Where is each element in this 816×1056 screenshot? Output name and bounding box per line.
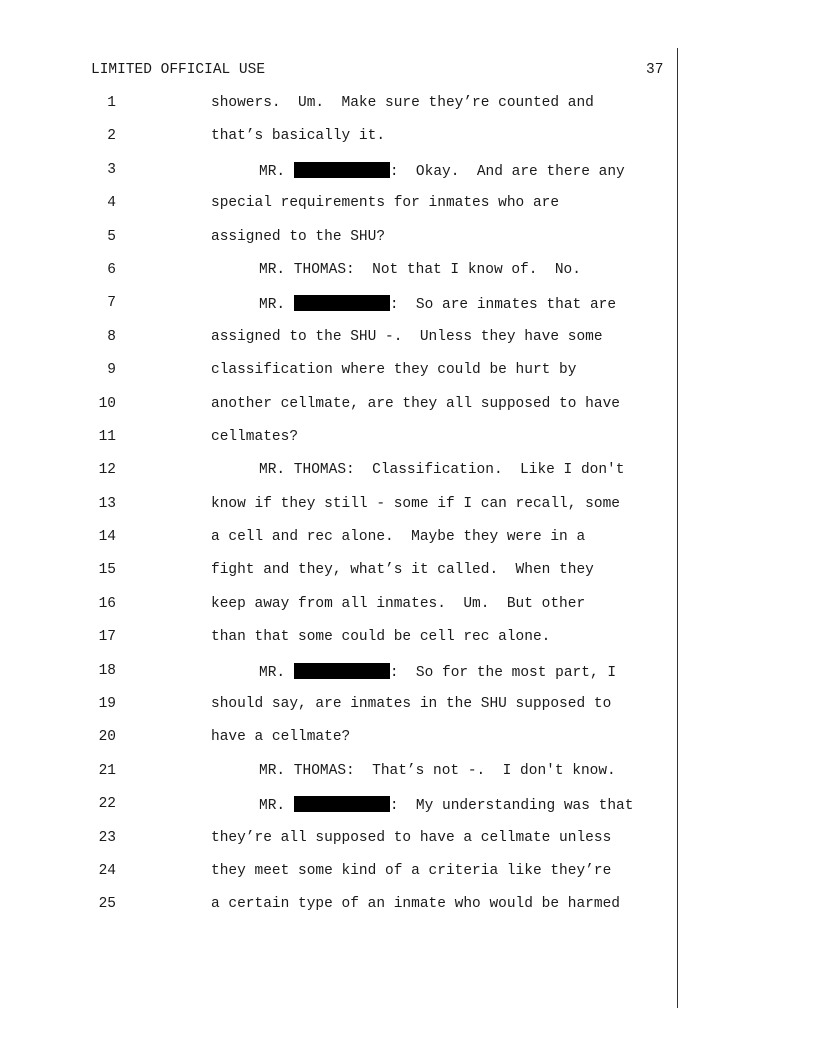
line-number: 16 <box>98 595 116 612</box>
line-segment: : So for the most part, I <box>389 664 617 681</box>
line-text <box>211 95 594 111</box>
transcript-line <box>0 396 676 429</box>
line-number: 8 <box>107 328 116 345</box>
line-text <box>211 462 624 478</box>
transcript-line <box>0 362 676 395</box>
line-text <box>211 429 298 445</box>
line-number: 2 <box>107 128 116 145</box>
line-number: 11 <box>98 428 116 445</box>
line-number: 10 <box>98 395 116 412</box>
line-text <box>211 663 616 681</box>
line-segment: another cellmate, are they all supposed to have <box>211 395 620 412</box>
transcript-line <box>0 796 676 829</box>
line-text <box>211 529 585 545</box>
line-text <box>211 562 594 578</box>
transcript-line <box>0 863 676 896</box>
line-text <box>211 295 616 313</box>
transcript-line <box>0 696 676 729</box>
redacted-name <box>294 295 390 311</box>
redacted-name <box>294 162 390 178</box>
transcript-line <box>0 429 676 462</box>
line-segment: : My understanding was that <box>389 798 634 815</box>
transcript-line <box>0 95 676 128</box>
line-segment: : Okay. And are there any <box>389 163 625 180</box>
line-segment: classification where they could be hurt by <box>211 362 577 379</box>
line-segment: MR. THOMAS: Not that I know of. No. <box>259 261 581 278</box>
line-text <box>211 763 616 779</box>
line-text <box>211 262 581 278</box>
line-text <box>211 830 611 846</box>
line-text <box>211 496 620 512</box>
transcript-line <box>0 128 676 161</box>
transcript-line <box>0 896 676 929</box>
line-segment: know if they still - some if I can recall, some <box>211 495 620 512</box>
line-number: 13 <box>98 495 116 512</box>
transcript-line <box>0 830 676 863</box>
line-segment: a certain type of an inmate who would be harmed <box>211 896 620 913</box>
line-text <box>211 629 550 645</box>
line-segment: a cell and rec alone. Maybe they were in a <box>211 529 586 546</box>
line-number: 25 <box>98 896 116 913</box>
line-number: 6 <box>107 261 116 278</box>
line-number: 24 <box>98 862 116 879</box>
right-margin-rule <box>677 48 678 1008</box>
line-text <box>211 162 625 180</box>
line-segment: they meet some kind of a criteria like they’re <box>211 862 612 879</box>
line-segment: that’s basically it. <box>211 128 386 145</box>
line-number: 12 <box>98 462 116 479</box>
transcript-line <box>0 329 676 362</box>
line-number: 22 <box>98 796 116 813</box>
transcript-line <box>0 763 676 796</box>
line-number: 5 <box>107 228 116 245</box>
line-segment: fight and they, what’s it called. When they <box>211 562 594 579</box>
line-segment: MR. <box>259 664 294 681</box>
line-segment: cellmates? <box>211 428 299 445</box>
line-text <box>211 396 620 412</box>
line-segment: : So are inmates that are <box>389 297 617 314</box>
line-segment: MR. THOMAS: Classification. Like I don't <box>259 462 625 479</box>
line-number: 20 <box>98 729 116 746</box>
classification-header: LIMITED OFFICIAL USE <box>91 62 266 78</box>
transcript-line <box>0 162 676 195</box>
transcript-line <box>0 729 676 762</box>
line-segment: assigned to the SHU? <box>211 228 386 245</box>
line-number: 14 <box>98 529 116 546</box>
line-segment: MR. <box>259 798 294 815</box>
line-number: 21 <box>98 762 116 779</box>
line-number: 17 <box>98 629 116 646</box>
transcript-line <box>0 295 676 328</box>
line-text <box>211 329 603 345</box>
line-text <box>211 896 620 912</box>
line-text <box>211 796 633 814</box>
transcript-line <box>0 663 676 696</box>
line-number: 18 <box>98 662 116 679</box>
transcript-line <box>0 195 676 228</box>
transcript-line <box>0 629 676 662</box>
line-segment: than that some could be cell rec alone. <box>211 629 551 646</box>
line-segment: assigned to the SHU -. Unless they have some <box>211 328 603 345</box>
line-text <box>211 229 385 245</box>
line-text <box>211 362 576 378</box>
line-number: 7 <box>107 295 116 312</box>
line-text <box>211 729 350 745</box>
transcript-body <box>0 95 676 930</box>
line-number: 23 <box>98 829 116 846</box>
transcript-line <box>0 529 676 562</box>
page-number: 37 <box>646 62 664 78</box>
line-segment: MR. <box>259 297 294 314</box>
transcript-line <box>0 262 676 295</box>
transcript-line <box>0 596 676 629</box>
line-text <box>211 128 385 144</box>
redacted-name <box>294 663 390 679</box>
line-text <box>211 596 585 612</box>
line-number: 19 <box>98 696 116 713</box>
line-segment: special requirements for inmates who are <box>211 195 560 212</box>
line-number: 15 <box>98 562 116 579</box>
transcript-line <box>0 496 676 529</box>
line-segment: they’re all supposed to have a cellmate unless <box>211 829 612 846</box>
line-number: 9 <box>107 362 116 379</box>
line-segment: MR. <box>259 163 294 180</box>
transcript-line <box>0 229 676 262</box>
line-text <box>211 696 611 712</box>
transcript-line <box>0 562 676 595</box>
line-number: 4 <box>107 195 116 212</box>
line-segment: have a cellmate? <box>211 729 351 746</box>
line-segment: keep away from all inmates. Um. But other <box>211 595 586 612</box>
redacted-name <box>294 796 390 812</box>
line-segment: should say, are inmates in the SHU supposed to <box>211 696 612 713</box>
line-text <box>211 863 611 879</box>
line-text <box>211 195 559 211</box>
line-number: 3 <box>107 161 116 178</box>
line-segment: MR. THOMAS: That’s not -. I don't know. <box>259 762 616 779</box>
line-segment: showers. Um. Make sure they’re counted and <box>211 95 594 111</box>
line-number: 1 <box>107 95 116 111</box>
transcript-line <box>0 462 676 495</box>
